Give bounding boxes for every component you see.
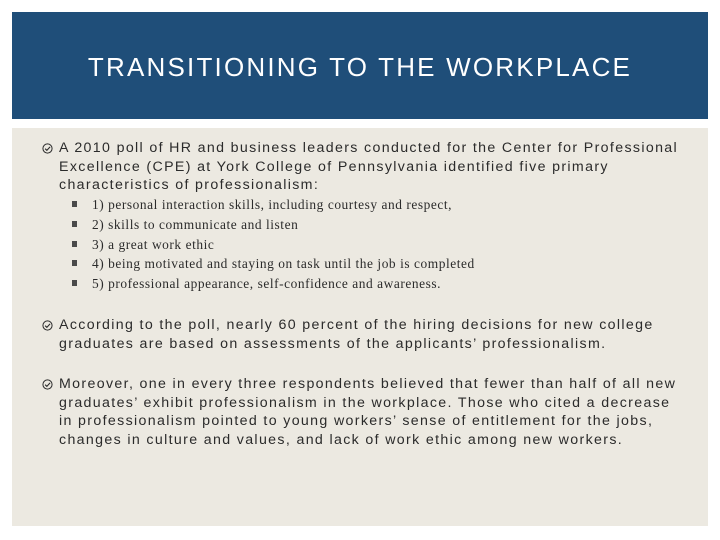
circle-check-icon bbox=[42, 379, 53, 390]
square-bullet-icon bbox=[72, 221, 77, 227]
list-item: 4) being motivated and staying on task until the job is completed bbox=[72, 254, 475, 274]
bullet-text-2: According to the poll, nearly 60 percent of the hiring decisions for new college graduates are based on assessments of the applicants’ professionalism. bbox=[59, 317, 654, 352]
circle-check-icon bbox=[42, 320, 53, 331]
list-item: 2) skills to communicate and listen bbox=[72, 215, 475, 235]
list-item: 5) professional appearance, self-confidence and awareness. bbox=[72, 274, 475, 294]
list-item: 1) personal interaction skills, including courtesy and respect, bbox=[72, 195, 475, 215]
bullet-text-1: A 2010 poll of HR and business leaders conducted for the Center for Professional Excellence (CPE) at York College of Pennsylvania identified five primary characteristics of professionalism: bbox=[59, 140, 679, 194]
bullet-text-3: Moreover, one in every three respondents believed that fewer than half of all new graduates’ exhibit professionalism in the workplace. Those who cited a decrease in professionalism pointed to young workers’ sense of entitlement for the jobs, changes in culture and values, and lack of work ethic among new workers. bbox=[59, 376, 677, 448]
square-bullet-icon bbox=[72, 241, 77, 247]
list-item: 3) a great work ethic bbox=[72, 235, 475, 255]
square-bullet-icon bbox=[72, 280, 77, 286]
square-bullet-icon bbox=[72, 201, 77, 207]
title-bar bbox=[12, 12, 708, 119]
characteristics-list bbox=[72, 195, 475, 294]
circle-check-icon bbox=[42, 143, 53, 154]
slide-title: TRANSITIONING TO THE WORKPLACE bbox=[87, 52, 633, 82]
square-bullet-icon bbox=[72, 260, 77, 266]
content-area bbox=[12, 128, 708, 526]
